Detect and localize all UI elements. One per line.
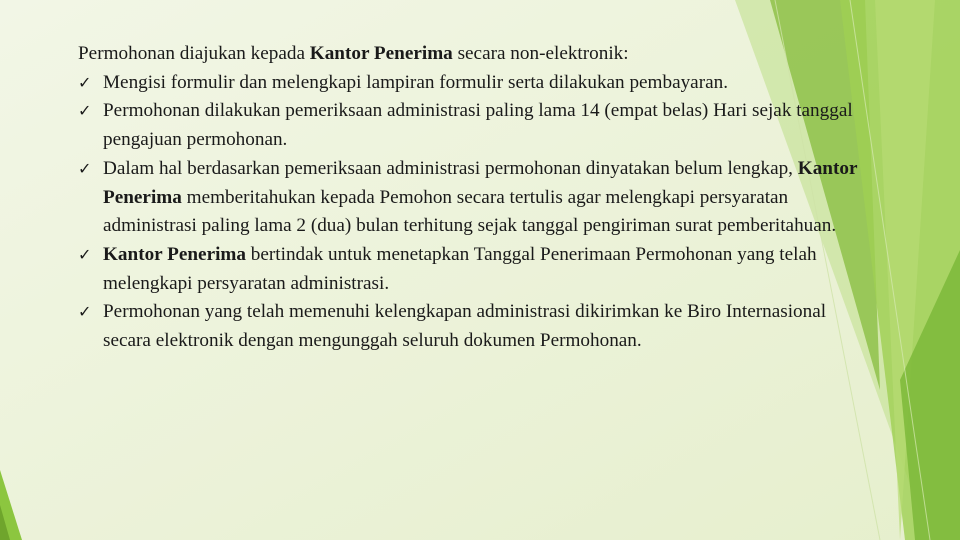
bold-text: Kantor Penerima	[103, 243, 246, 265]
list-item-text: memberitahukan kepada Pemohon secara tertulis agar melengkapi persyaratan administrasi paling lama 2 (dua) bulan terhitung sejak tanggal pengiriman surat pemberitahuan.	[103, 186, 837, 237]
intro-line	[78, 40, 878, 69]
list-item-text: Dalam hal berdasarkan pemeriksaan administrasi permohonan dinyatakan belum lengkap,	[103, 157, 798, 179]
bullet-list	[78, 69, 878, 356]
list-item-text: Permohonan dilakukan pemeriksaan administrasi paling lama 14 (empat belas) Hari sejak tanggal pengajuan permohonan.	[103, 100, 853, 151]
intro-text-end: secara non-elektronik:	[452, 43, 629, 64]
list-item-text: Permohonan yang telah memenuhi kelengkapan administrasi dikirimkan ke Biro Internasional secara elektronik dengan mengunggah seluruh dokumen Permohonan.	[103, 301, 827, 352]
checkmark-icon: ✓	[78, 302, 92, 322]
list-item-text: bertindak untuk menetapkan Tanggal Penerimaan Permohonan yang telah melengkapi persyaratan administrasi.	[103, 243, 817, 294]
checkmark-icon: ✓	[78, 244, 92, 264]
list-item	[78, 69, 878, 98]
checkmark-icon: ✓	[78, 72, 92, 92]
list-item	[78, 97, 878, 154]
list-item	[78, 298, 878, 355]
intro-bold-text: Kantor Penerima	[309, 43, 453, 64]
bold-text: Kantor Penerima	[103, 157, 858, 208]
list-item	[78, 155, 878, 241]
checkmark-icon: ✓	[78, 101, 92, 121]
list-item	[78, 241, 878, 298]
slide-content	[78, 40, 878, 356]
intro-text: Permohonan diajukan kepada	[78, 43, 310, 64]
list-item-text: Mengisi formulir dan melengkapi lampiran formulir serta dilakukan pembayaran.	[103, 71, 728, 93]
checkmark-icon: ✓	[78, 158, 92, 178]
